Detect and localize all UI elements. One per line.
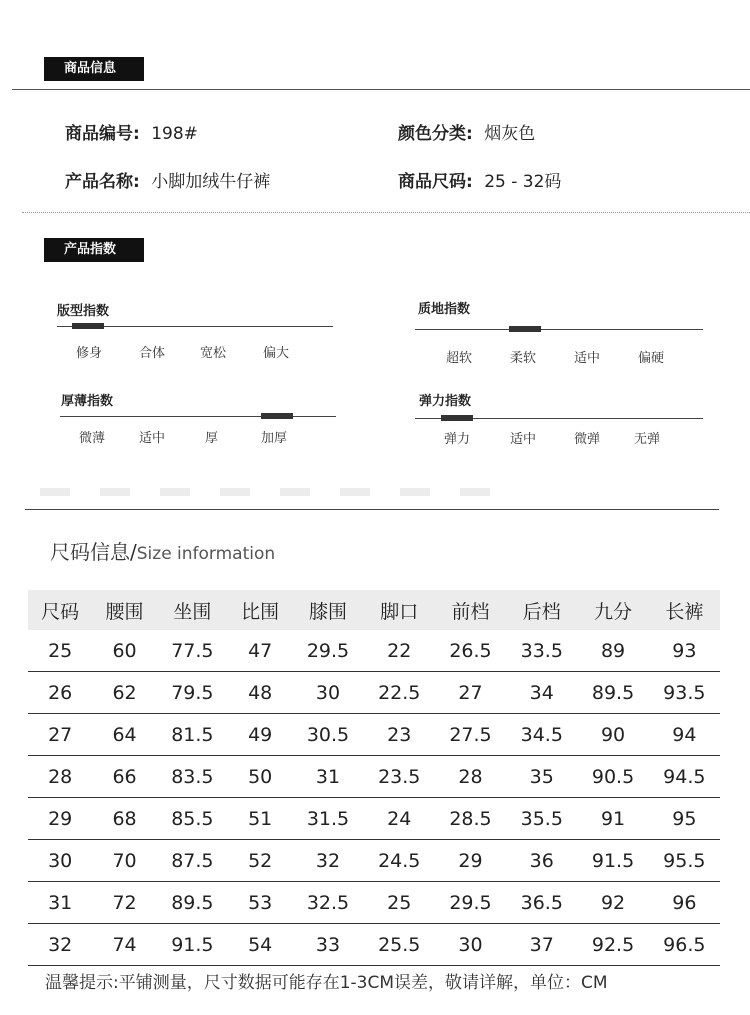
- fit-option: 偏大: [263, 346, 290, 361]
- table-cell: 23: [364, 714, 435, 756]
- fit-option: 修身: [76, 346, 103, 361]
- table-cell: 28: [28, 756, 92, 798]
- table-row: [28, 630, 720, 672]
- table-cell: 66: [92, 756, 156, 798]
- table-cell: 53: [228, 882, 292, 924]
- table-cell: 90.5: [577, 756, 648, 798]
- table-cell: 28: [435, 756, 506, 798]
- measurement-note: 温馨提示:平铺测量，尺寸数据可能存在1-3CM误差，敬请详解，单位：CM: [45, 973, 608, 993]
- size-range-label: 商品尺码:: [398, 172, 473, 192]
- table-cell: 81.5: [157, 714, 228, 756]
- table-cell: 26: [28, 672, 92, 714]
- thickness-option: 厚: [205, 431, 219, 446]
- product-index-tag: 产品指数: [44, 238, 144, 262]
- elasticity-option: 微弹: [574, 432, 601, 447]
- size-table-body: [28, 630, 720, 966]
- fit-index-title: 版型指数: [57, 304, 110, 319]
- table-cell: 60: [92, 630, 156, 672]
- table-cell: 36: [506, 840, 577, 882]
- table-cell: 29: [435, 840, 506, 882]
- texture-option: 偏硬: [638, 351, 665, 366]
- table-cell: 30: [292, 672, 363, 714]
- table-cell: 22.5: [364, 672, 435, 714]
- texture-option: 柔软: [510, 351, 537, 366]
- table-cell: 31: [28, 882, 92, 924]
- thickness-index-track: [60, 416, 336, 417]
- table-cell: 29: [28, 798, 92, 840]
- table-cell: 26.5: [435, 630, 506, 672]
- dotted-divider: [22, 212, 750, 213]
- size-table-header: [28, 590, 720, 630]
- table-cell: 32: [292, 840, 363, 882]
- table-cell: 22: [364, 630, 435, 672]
- table-cell: 30: [28, 840, 92, 882]
- table-cell: 92.5: [577, 924, 648, 966]
- table-row: [28, 714, 720, 756]
- header-cell: 坐围: [157, 590, 228, 630]
- elasticity-option: 无弹: [634, 432, 661, 447]
- table-cell: 24.5: [364, 840, 435, 882]
- header-cell: 前档: [435, 590, 506, 630]
- table-cell: 34.5: [506, 714, 577, 756]
- product-code-value: 198#: [151, 124, 198, 144]
- header-cell: 比围: [228, 590, 292, 630]
- product-code-row: [65, 119, 198, 144]
- thickness-index-marker: [261, 413, 293, 419]
- table-row: [28, 882, 720, 924]
- table-cell: 23.5: [364, 756, 435, 798]
- texture-index-track: [415, 329, 703, 330]
- table-cell: 48: [228, 672, 292, 714]
- table-cell: 27: [435, 672, 506, 714]
- table-cell: 52: [228, 840, 292, 882]
- faded-artifact: [40, 488, 500, 496]
- table-cell: 31: [292, 756, 363, 798]
- product-name-row: [65, 167, 270, 192]
- table-cell: 68: [92, 798, 156, 840]
- header-cell: 长裤: [649, 590, 720, 630]
- table-cell: 37: [506, 924, 577, 966]
- table-cell: 35.5: [506, 798, 577, 840]
- table-cell: 96.5: [649, 924, 720, 966]
- size-range-value: 25 - 32码: [484, 172, 562, 192]
- table-row: [28, 672, 720, 714]
- fit-option: 宽松: [200, 346, 227, 361]
- header-cell: 九分: [577, 590, 648, 630]
- table-cell: 25: [364, 882, 435, 924]
- table-cell: 47: [228, 630, 292, 672]
- table-cell: 93: [649, 630, 720, 672]
- table-cell: 87.5: [157, 840, 228, 882]
- table-cell: 92: [577, 882, 648, 924]
- table-cell: 54: [228, 924, 292, 966]
- product-code-label: 商品编号:: [65, 124, 140, 144]
- table-cell: 34: [506, 672, 577, 714]
- size-info-title-en: Size information: [136, 544, 276, 564]
- table-cell: 33.5: [506, 630, 577, 672]
- table-cell: 30.5: [292, 714, 363, 756]
- size-info-title: [50, 536, 275, 565]
- thickness-option: 加厚: [261, 431, 288, 446]
- table-cell: 70: [92, 840, 156, 882]
- table-row: [28, 840, 720, 882]
- table-cell: 77.5: [157, 630, 228, 672]
- table-cell: 79.5: [157, 672, 228, 714]
- table-cell: 89.5: [157, 882, 228, 924]
- header-cell: 后档: [506, 590, 577, 630]
- table-cell: 91: [577, 798, 648, 840]
- table-cell: 64: [92, 714, 156, 756]
- thickness-index-title: 厚薄指数: [61, 394, 114, 409]
- table-cell: 95.5: [649, 840, 720, 882]
- table-cell: 93.5: [649, 672, 720, 714]
- size-section-divider: [25, 509, 719, 510]
- table-cell: 50: [228, 756, 292, 798]
- table-cell: 51: [228, 798, 292, 840]
- texture-option: 适中: [574, 351, 601, 366]
- table-row: [28, 798, 720, 840]
- thickness-option: 微薄: [79, 431, 106, 446]
- product-name-label: 产品名称:: [65, 172, 140, 192]
- table-cell: 89: [577, 630, 648, 672]
- table-cell: 35: [506, 756, 577, 798]
- header-cell: 腰围: [92, 590, 156, 630]
- size-table: [28, 590, 720, 966]
- header-cell: 脚口: [364, 590, 435, 630]
- texture-index-marker: [509, 326, 541, 332]
- table-cell: 62: [92, 672, 156, 714]
- table-cell: 28.5: [435, 798, 506, 840]
- table-cell: 91.5: [577, 840, 648, 882]
- fit-index-marker: [72, 323, 104, 329]
- texture-option: 超软: [446, 351, 473, 366]
- table-cell: 96: [649, 882, 720, 924]
- table-row: [28, 756, 720, 798]
- color-label: 颜色分类:: [398, 124, 473, 144]
- size-range-row: [398, 167, 561, 192]
- table-cell: 32: [28, 924, 92, 966]
- table-cell: 89.5: [577, 672, 648, 714]
- elasticity-option: 弹力: [444, 432, 471, 447]
- table-cell: 95: [649, 798, 720, 840]
- table-cell: 29.5: [292, 630, 363, 672]
- table-cell: 30: [435, 924, 506, 966]
- header-cell: 尺码: [28, 590, 92, 630]
- table-cell: 27.5: [435, 714, 506, 756]
- table-cell: 25: [28, 630, 92, 672]
- table-cell: 25.5: [364, 924, 435, 966]
- table-cell: 83.5: [157, 756, 228, 798]
- table-cell: 29.5: [435, 882, 506, 924]
- table-cell: 72: [92, 882, 156, 924]
- table-row: [28, 924, 720, 966]
- elasticity-option: 适中: [510, 432, 537, 447]
- table-cell: 33: [292, 924, 363, 966]
- size-info-title-cn: 尺码信息/: [50, 540, 137, 564]
- product-info-tag: 商品信息: [44, 57, 144, 81]
- table-cell: 90: [577, 714, 648, 756]
- product-name-value: 小脚加绒牛仔裤: [151, 172, 271, 192]
- table-cell: 94.5: [649, 756, 720, 798]
- table-cell: 49: [228, 714, 292, 756]
- thickness-option: 适中: [139, 431, 166, 446]
- table-cell: 94: [649, 714, 720, 756]
- color-value: 烟灰色: [484, 124, 536, 144]
- table-cell: 91.5: [157, 924, 228, 966]
- table-cell: 36.5: [506, 882, 577, 924]
- table-cell: 31.5: [292, 798, 363, 840]
- table-cell: 32.5: [292, 882, 363, 924]
- elasticity-index-title: 弹力指数: [419, 394, 472, 409]
- table-cell: 27: [28, 714, 92, 756]
- elasticity-index-marker: [441, 415, 473, 421]
- texture-index-title: 质地指数: [418, 302, 471, 317]
- table-cell: 74: [92, 924, 156, 966]
- table-cell: 85.5: [157, 798, 228, 840]
- fit-option: 合体: [139, 346, 166, 361]
- table-cell: 24: [364, 798, 435, 840]
- header-cell: 膝围: [292, 590, 363, 630]
- section-divider: [12, 89, 750, 90]
- color-row: [398, 119, 535, 144]
